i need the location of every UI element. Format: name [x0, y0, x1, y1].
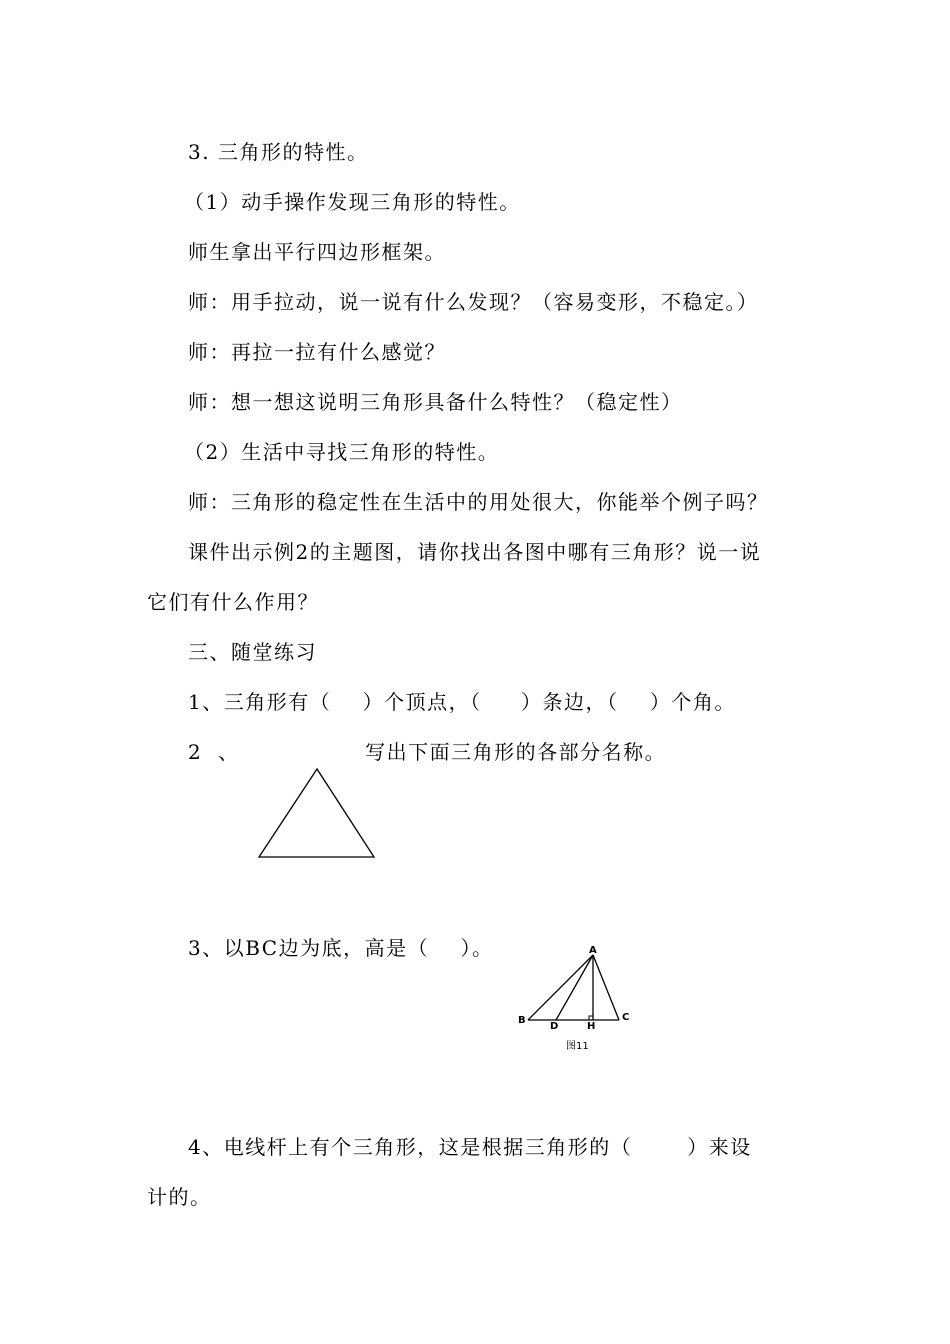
label-d: D: [550, 1021, 559, 1032]
label-b: B: [518, 1015, 526, 1026]
label-a: A: [589, 945, 597, 956]
paragraph-pull-again: 师：再拉一拉有什么感觉？: [188, 340, 446, 364]
subheading-hands-on: （1）动手操作发现三角形的特性。: [184, 190, 521, 214]
section-heading-triangle-properties: 3. 三角形的特性。: [188, 140, 369, 164]
segment-ad: [556, 955, 593, 1020]
triangle-figure: [252, 765, 382, 865]
paragraph-courseware: 课件出示例2的主题图，请你找出各图中哪有三角形？说一说: [188, 540, 762, 564]
paragraph-stability: 师：想一想这说明三角形具备什么特性？（稳定性）: [188, 390, 683, 414]
side-ac: [593, 955, 619, 1020]
figure-caption: 图11: [566, 1041, 589, 1052]
exercise-4-cont: 计的。: [147, 1185, 212, 1209]
exercise-1: 1、三角形有（ ）个顶点，（ ）条边，（ ）个角。: [188, 690, 736, 714]
paragraph-examples: 师：三角形的稳定性在生活中的用处很大，你能举个例子吗？: [188, 490, 769, 514]
exercise-4: 4、电线杆上有个三角形，这是根据三角形的（ ）来设: [188, 1135, 752, 1159]
side-ab: [528, 955, 593, 1020]
label-h: H: [587, 1021, 596, 1032]
paragraph-frame: 师生拿出平行四边形框架。: [188, 240, 446, 264]
exercise-2: 2 、 写出下面三角形的各部分名称。: [188, 740, 667, 764]
section-heading-practice: 三、随堂练习: [188, 640, 317, 664]
subheading-daily-life: （2）生活中寻找三角形的特性。: [184, 440, 500, 464]
exercise-3: 3、以BC边为底，高是（ ）。: [188, 936, 494, 960]
label-c: C: [622, 1012, 630, 1023]
paragraph-pull: 师：用手拉动，说一说有什么发现？（容易变形，不稳定。）: [188, 290, 759, 314]
paragraph-courseware-cont: 它们有什么作用？: [147, 590, 319, 614]
triangle-height-figure: [512, 940, 642, 1055]
